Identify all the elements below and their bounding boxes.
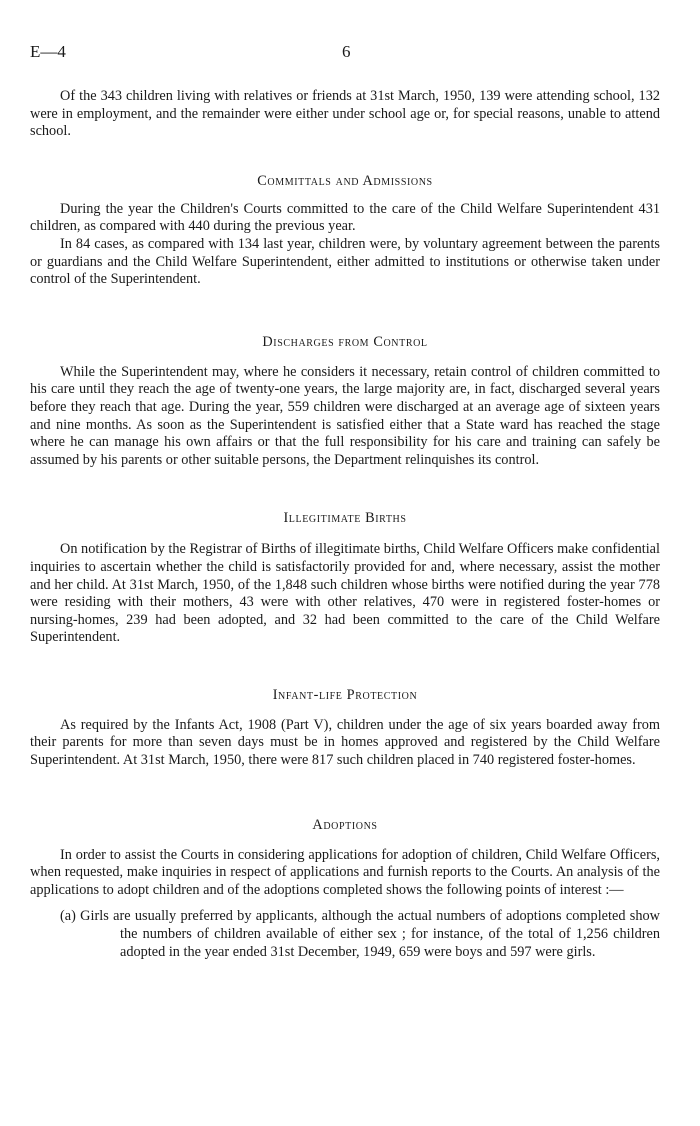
committals-paragraph-1: During the year the Children's Courts committed to the care of the Child Welfare Superintendent 431 children, as compared with 440 during the previous year.	[30, 200, 660, 235]
intro-paragraph: Of the 343 children living with relatives or friends at 31st March, 1950, 139 were attending school, 132 were in employment, and the remainder were either under school age or, for special reasons, unable to attend school.	[30, 88, 660, 140]
document-body	[30, 88, 660, 961]
infant-life-paragraph: As required by the Infants Act, 1908 (Part V), children under the age of six years boarded away from their parents for more than seven days must be in homes approved and registered by the Child Welfare Superintendent. At 31st March, 1950, there were 817 such children placed in 740 registered foster-homes.	[30, 716, 660, 769]
running-head	[30, 42, 670, 66]
section-heading-infant-life: Infant-life Protection	[272, 686, 418, 703]
adoptions-paragraph: In order to assist the Courts in considering applications for adoption of children, Child Welfare Officers, when requested, make inquiries in respect of applications and furnish reports to the Courts. An analysis of the applications to adopt children and of the adoptions completed shows the following points of interest :—	[30, 846, 660, 898]
section-heading-committals: Committals and Admissions	[257, 172, 433, 189]
page-number: 6	[342, 42, 351, 61]
section-heading-adoptions: Adoptions	[312, 816, 378, 833]
adoptions-list-item-a: (a) Girls are usually preferred by applicants, although the actual numbers of adoptions completed show the numbers of children available of either sex ; for instance, of the total of 1,256 children adopted in the year ended 31st December, 1949, 659 were boys and 597 were girls.	[60, 908, 660, 960]
committals-paragraph-2: In 84 cases, as compared with 134 last year, children were, by voluntary agreement between the parents or guardians and the Child Welfare Superintendent, either admitted to institutions or otherwise taken under control of the Superintendent.	[30, 235, 660, 288]
births-paragraph: On notification by the Registrar of Births of illegitimate births, Child Welfare Officers make confidential inquiries to ascertain whether the child is satisfactorily provided for and, where necessary, assist the mother and her child. At 31st March, 1950, of the 1,848 such children whose births were notified during the year 778 were residing with their mothers, 43 were with other relatives, 470 were in registered foster-homes or nursing-homes, 239 had been adopted, and 32 had been committed to the care of the Child Welfare Superintendent.	[30, 541, 660, 646]
section-heading-illegitimate-births: Illegitimate Births	[283, 510, 407, 527]
discharges-paragraph: While the Superintendent may, where he considers it necessary, retain control of children committed to his care until they reach the age of twenty-one years, the large majority are, in fact, discharged several years before they reach that age. During the year, 559 children were discharged at an average age of sixteen years and nine months. As soon as the Superintendent is satisfied either that a State ward has reached the stage where he can manage his own affairs or that the full responsibility for his care and training can safely be assumed by his parents or other suitable persons, the Department relinquishes its control.	[30, 363, 660, 468]
section-heading-discharges: Discharges from Control	[262, 333, 428, 350]
report-reference: E—4	[30, 42, 66, 61]
